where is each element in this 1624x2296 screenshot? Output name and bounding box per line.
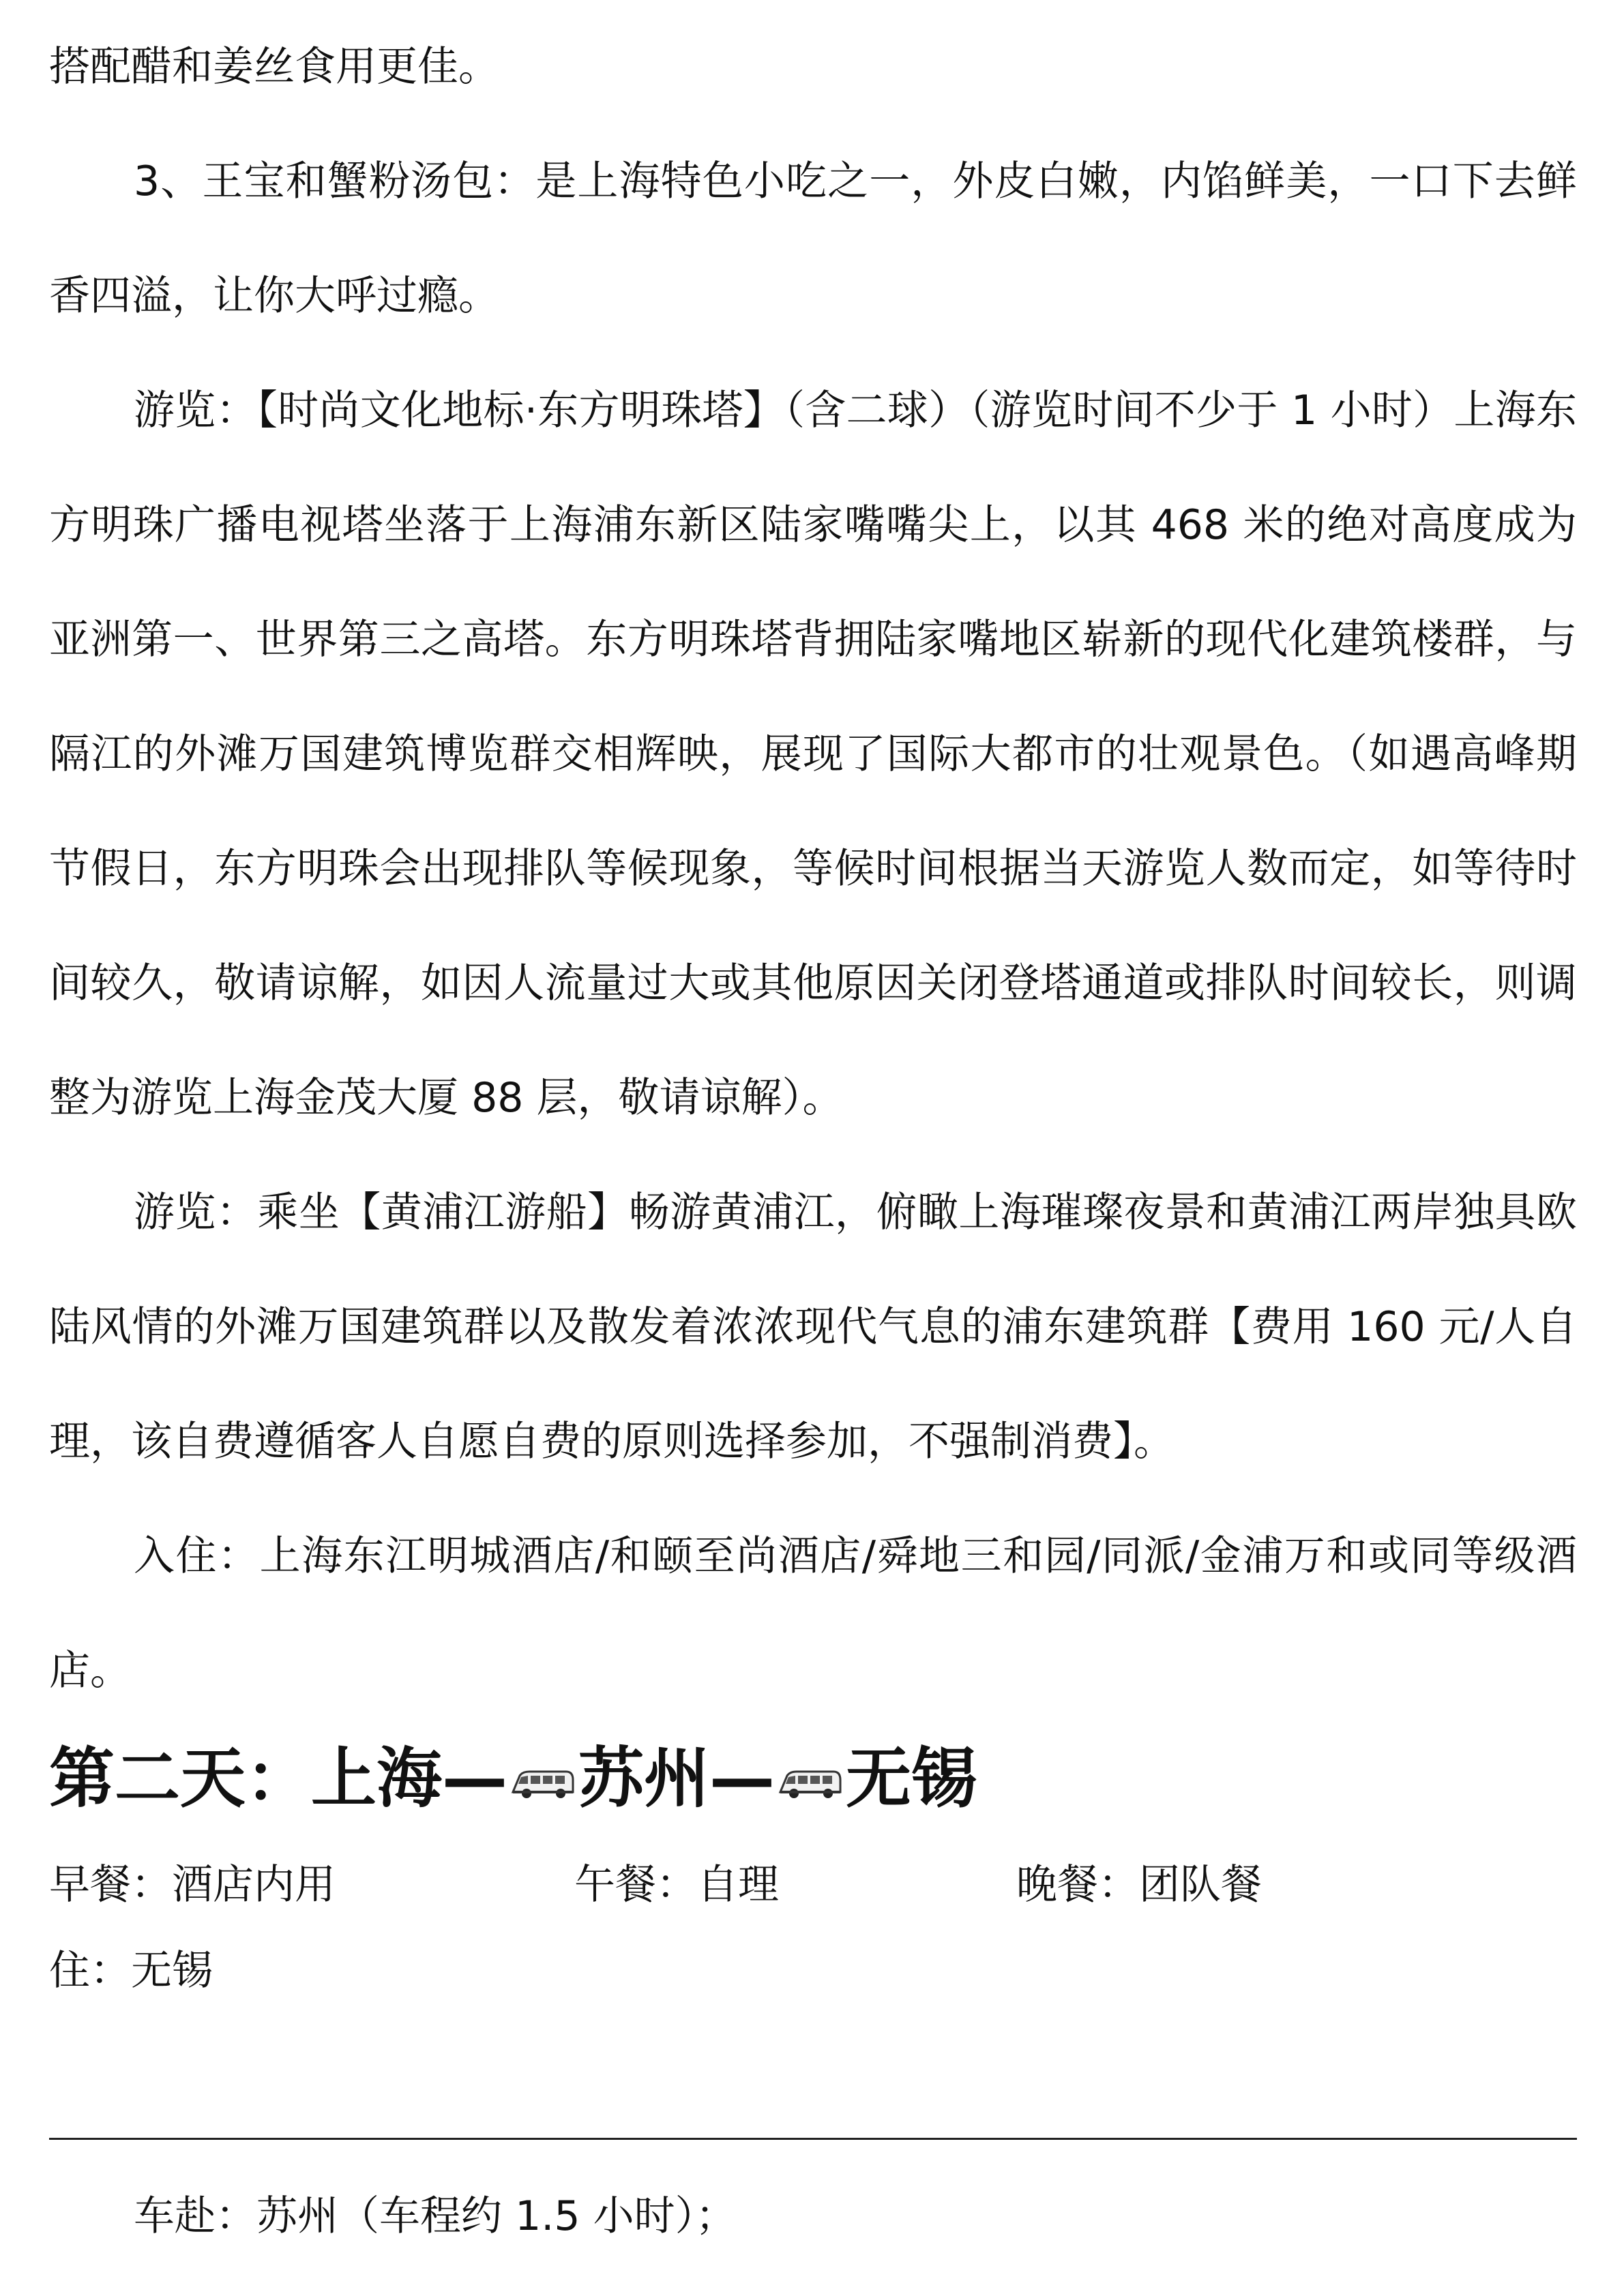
- title-segment-1: 第二天：上海—: [49, 1740, 507, 1817]
- dinner-info: 晚餐：团队餐: [1016, 1861, 1262, 1909]
- paragraph-hotel: 入住：上海东江明城酒店/和颐至尚酒店/舜地三和园/同派/金浦万和或同等级酒店。: [49, 1532, 1577, 1695]
- day-two-title: [49, 1738, 977, 1824]
- document-body: [49, 0, 1577, 1728]
- paragraph-huangpu-cruise: 游览：乘坐【黄浦江游船】畅游黄浦江，俯瞰上海璀璨夜景和黄浦江两岸独具欧陆风情的外滩万国建筑群以及散发着浓浓现代气息的浦东建筑群【费用 160 元/人自理，该自费遵循客人自愿自费的原则选择参加，不强制消费】。: [49, 1189, 1577, 1465]
- title-segment-3: 无锡: [846, 1740, 977, 1817]
- paragraph-oriental-pearl-tower: 游览：【时尚文化地标·东方明珠塔】（含二球）（游览时间不少于 1 小时）上海东方明珠广播电视塔坐落于上海浦东新区陆家嘴嘴尖上，以其 468 米的绝对高度成为亚洲第一、世界第三之高塔。东方明珠塔背拥陆家嘴地区崭新的现代化建筑楼群，与隔江的外滩万国建筑博览群交相辉映，展现了国际大都市的壮观景色。（如遇高峰期节假日，东方明珠会出现排队等候现象，等候时间根据当天游览人数而定，如等待时间较久，敬请谅解，如因人流量过大或其他原因关闭登塔通道或排队时间较长，则调整为游览上海金茂大厦 88 层，敬请谅解）。: [49, 387, 1577, 1122]
- section-divider: [49, 2138, 1577, 2140]
- bus-icon: [778, 1742, 843, 1824]
- travel-info: 车赴：苏州（车程约 1.5 小时）；: [134, 2192, 737, 2240]
- stay-info: 住：无锡: [49, 1947, 213, 1995]
- breakfast-info: 早餐：酒店内用: [49, 1861, 336, 1909]
- paragraph-continuation: 搭配醋和姜丝食用更佳。: [49, 43, 499, 91]
- bus-icon: [510, 1742, 576, 1824]
- paragraph-soup-dumplings: 3、王宝和蟹粉汤包：是上海特色小吃之一，外皮白嫩，内馅鲜美，一口下去鲜香四溢，让你大呼过瘾。: [49, 158, 1577, 320]
- title-segment-2: 苏州—: [578, 1740, 775, 1817]
- lunch-info: 午餐：自理: [574, 1861, 779, 1909]
